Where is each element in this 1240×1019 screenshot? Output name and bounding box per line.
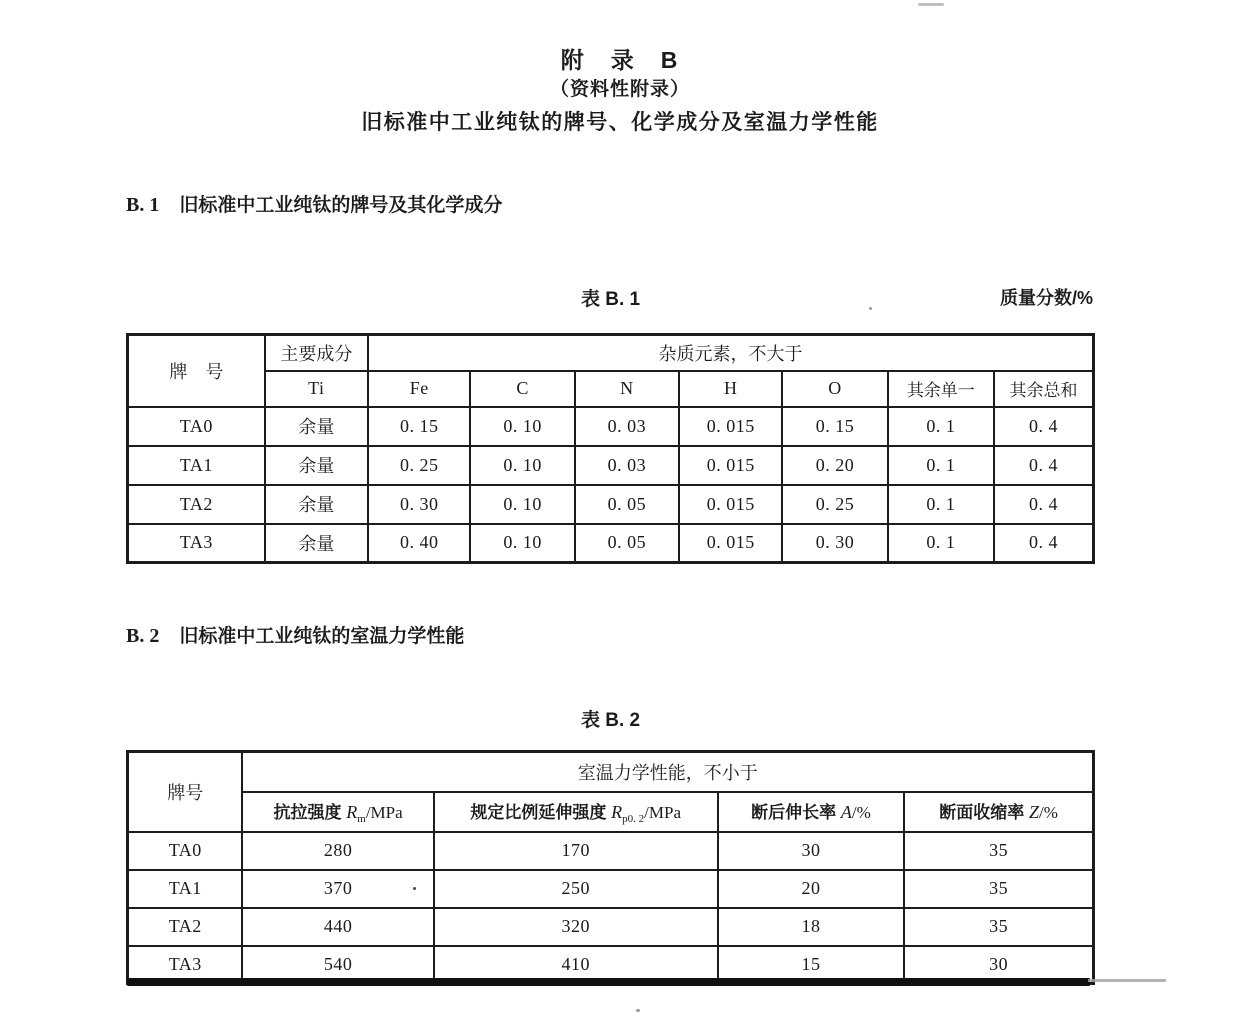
table-cell: 18 (718, 908, 904, 946)
table-cell: 余量 (265, 524, 368, 563)
section-b1-title: 旧标准中工业纯钛的牌号及其化学成分 (179, 195, 503, 216)
table-cell: 0. 30 (782, 524, 887, 563)
table-cell: 0. 40 (368, 524, 470, 563)
table-cell: 0. 05 (575, 485, 679, 524)
section-b1-heading (126, 190, 502, 217)
table-cell: 0. 4 (994, 485, 1094, 524)
col-header-impurities-group: 杂质元素，不大于 (368, 335, 1093, 371)
table-b1-header-row-1 (128, 335, 1094, 371)
table-cell: 0. 10 (470, 407, 574, 446)
grade-cell: TA0 (128, 832, 243, 870)
col-header-c: C (470, 371, 574, 407)
grade-cell: TA3 (128, 946, 243, 984)
table-cell: 0. 10 (470, 446, 574, 485)
col-header-properties-group: 室温力学性能，不小于 (242, 752, 1093, 792)
table-cell: 0. 15 (782, 407, 887, 446)
table-cell: 440 (242, 908, 433, 946)
table-cell: 0. 015 (679, 485, 782, 524)
table-cell: 0. 1 (888, 446, 994, 485)
table-cell: 30 (718, 832, 904, 870)
table-cell: 250 (434, 870, 718, 908)
table-cell: 0. 20 (782, 446, 887, 485)
col-header-tensile-strength: 抗拉强度 $R_m$/MPa (242, 792, 433, 832)
table-cell: 0. 03 (575, 407, 679, 446)
table-cell: 0. 10 (470, 524, 574, 563)
table-cell: 0. 03 (575, 446, 679, 485)
grade-cell: TA1 (128, 870, 243, 908)
grade-cell: TA1 (128, 446, 265, 485)
table-cell: 0. 1 (888, 485, 994, 524)
table-cell: 410 (434, 946, 718, 984)
col-header-ti: Ti (265, 371, 368, 407)
col-header-reduction-of-area: 断面收缩率 Z/% (904, 792, 1093, 832)
table-row (128, 524, 1094, 563)
col-header-o: O (782, 371, 887, 407)
table-row (128, 485, 1094, 524)
table-cell: 35 (904, 870, 1093, 908)
section-b2-title: 旧标准中工业纯钛的室温力学性能 (179, 626, 465, 647)
table-cell: 0. 15 (368, 407, 470, 446)
table-cell: 0. 10 (470, 485, 574, 524)
table-cell: 30 (904, 946, 1093, 984)
appendix-title: 旧标准中工业纯钛的牌号、化学成分及室温力学性能 (361, 111, 879, 134)
table-b2-header-row-1 (128, 752, 1094, 792)
col-header-grade: 牌号 (128, 752, 243, 832)
table-cell: 540 (242, 946, 433, 984)
section-b1-number: B. 1 (126, 194, 160, 216)
table-b2-header-row-2 (128, 792, 1094, 832)
col-header-n: N (575, 371, 679, 407)
scan-artifact-bottom-tail (1088, 979, 1166, 982)
table-b1-chemical-composition (126, 333, 1095, 564)
scan-artifact-speck (918, 3, 944, 6)
table-cell: 0. 25 (782, 485, 887, 524)
table-b1-unit-note: 质量分数/% (999, 288, 1093, 308)
col-header-other-total: 其余总和 (994, 371, 1094, 407)
table-cell: 370 (242, 870, 433, 908)
table-row (128, 446, 1094, 485)
table-cell: 35 (904, 832, 1093, 870)
table-cell: 0. 30 (368, 485, 470, 524)
grade-cell: TA3 (128, 524, 265, 563)
table-row (128, 832, 1094, 870)
col-header-fe: Fe (368, 371, 470, 407)
table-b2-mechanical-properties (126, 750, 1095, 985)
table-row (128, 870, 1094, 908)
appendix-type-note: （资料性附录） (549, 79, 690, 100)
table-cell: 0. 015 (679, 446, 782, 485)
table-cell: 0. 25 (368, 446, 470, 485)
table-cell: 0. 015 (679, 524, 782, 563)
table-cell: 0. 1 (888, 407, 994, 446)
grade-cell: TA2 (128, 908, 243, 946)
table-b1-header-row-2 (128, 371, 1094, 407)
table-cell: 余量 (265, 407, 368, 446)
table-cell: 0. 4 (994, 407, 1094, 446)
table-cell: 170 (434, 832, 718, 870)
table-b1-caption: 表 B. 1 (580, 289, 641, 310)
table-row (128, 407, 1094, 446)
col-header-h: H (679, 371, 782, 407)
table-cell: 余量 (265, 485, 368, 524)
table-cell: 0. 4 (994, 524, 1094, 563)
table-row (128, 946, 1094, 984)
col-header-grade: 牌 号 (128, 335, 265, 407)
grade-cell: TA0 (128, 407, 265, 446)
table-b2-caption-row (126, 705, 1095, 732)
table-cell: 余量 (265, 446, 368, 485)
table-b2-caption: 表 B. 2 (580, 710, 641, 731)
table-cell: 0. 4 (994, 446, 1094, 485)
table-cell: 20 (718, 870, 904, 908)
section-b2-number: B. 2 (126, 625, 160, 647)
col-header-other-single: 其余单一 (888, 371, 994, 407)
appendix-label: 附 录 B (560, 47, 680, 73)
table-cell: 0. 1 (888, 524, 994, 563)
table-cell: 320 (434, 908, 718, 946)
table-cell: 15 (718, 946, 904, 984)
col-header-main-component: 主要成分 (265, 335, 368, 371)
table-cell: 280 (242, 832, 433, 870)
table-row (128, 908, 1094, 946)
table-cell: 35 (904, 908, 1093, 946)
table-cell: 0. 015 (679, 407, 782, 446)
section-b2-heading (126, 621, 464, 648)
col-header-elongation: 断后伸长率 A/% (718, 792, 904, 832)
col-header-proof-strength: 规定比例延伸强度 $R_{p0. 2}$/MPa (434, 792, 718, 832)
grade-cell: TA2 (128, 485, 265, 524)
scan-artifact-speck (636, 1009, 640, 1012)
table-cell: 0. 05 (575, 524, 679, 563)
